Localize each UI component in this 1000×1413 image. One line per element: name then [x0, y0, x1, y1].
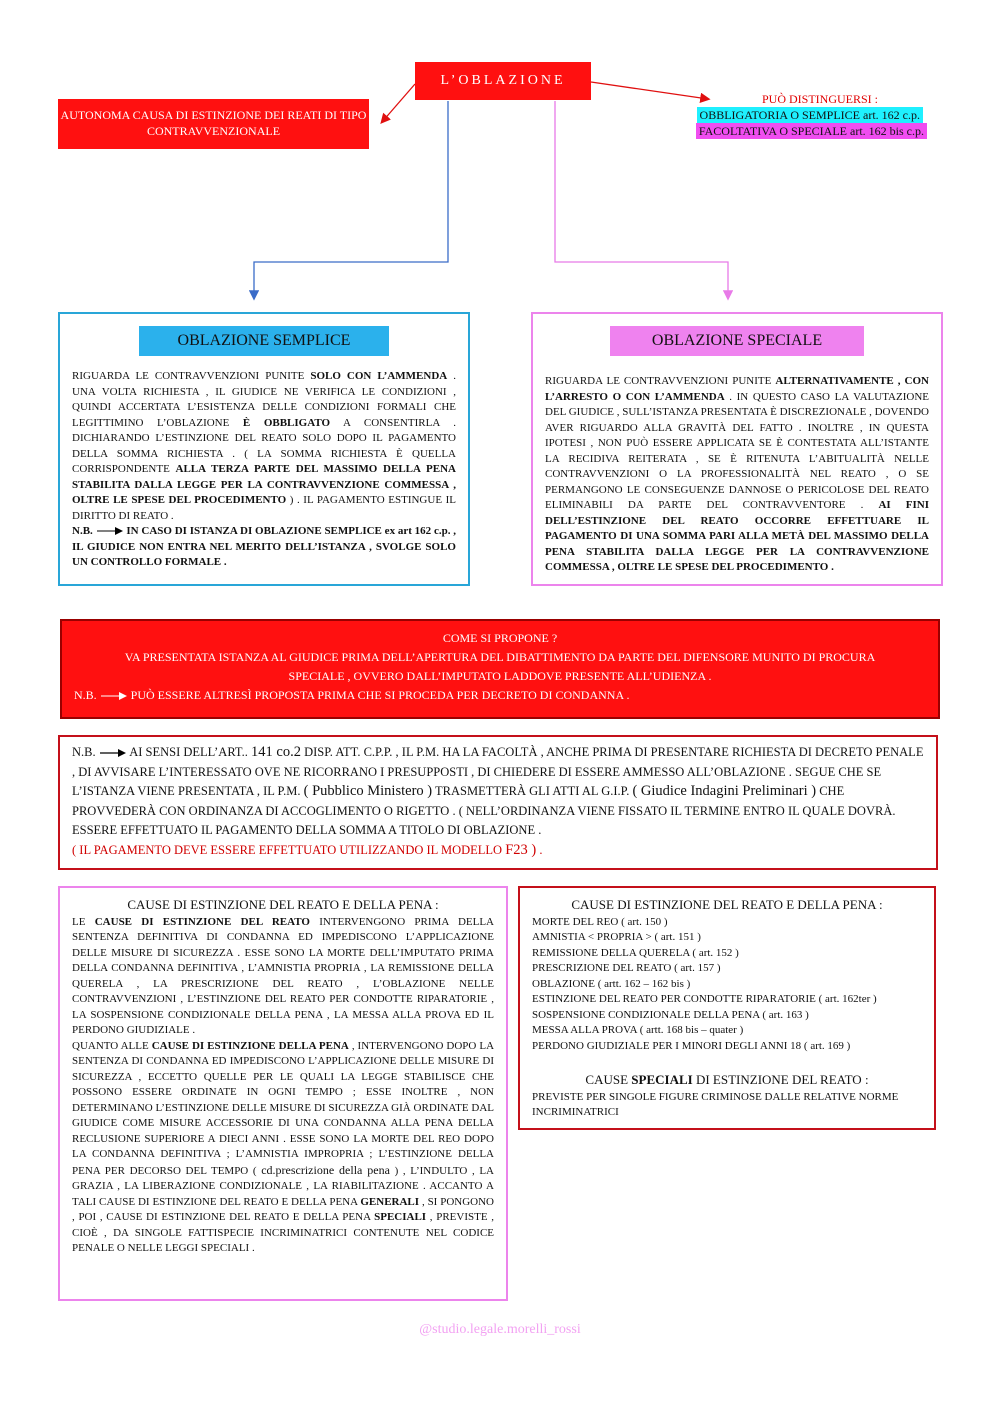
come-si-propone-box: [60, 619, 940, 719]
distinguish-block: [640, 92, 960, 139]
cause-list: [532, 915, 922, 1055]
oblazione-speciale-header: OBLAZIONE SPECIALE: [610, 326, 864, 356]
right-arrow-icon: [99, 748, 127, 758]
oblazione-speciale-text: RIGUARDA LE CONTRAVVENZIONI PUNITE ALTERNATIVAMENTE , CON L’ARRESTO O CON L’AMMENDA . IN QUESTO CASO LA VALUTAZIONE DEL GIUDICE , SULL’ISTANZA PRESENTATA È DISCREZIONALE , DOVENDO AVER RIGUARDO ALLA GRAVITÀ DEL FATTO . INOLTRE , IN QUESTA IPOTESI , NON PUÒ ESSERE APPLICATA SE È CONTESTATA ALL’ISTANTE LA RECIDIVA REITERATA , SE È RITENUTA L’ABITUALITÀ NELLE CONTRAVVENZIONI O LA PROFESSIONALITÀ NEL REATO , O SE PERMANGONO LE CONSEGUENZE DANNOSE O PERICOLOSE DEL REATO ELIMINABILI DA PARTE DEL CONTRAVVENTORE . AI FINI DELL’ESTINZIONE DEL REATO OCCORRE EFFETTUARE IL PAGAMENTO DI UNA SOMMA PARI ALLA METÀ DEL MASSIMO DELLA PENA STABILITA DALLA LEGGE PER LA CONTRAVVENZIONE COMMESSA , OLTRE LE SPESE DEL PROCEDIMENTO .: [545, 375, 929, 573]
list-item: SOSPENSIONE CONDIZIONALE DELLA PENA ( art. 163 ): [532, 1008, 809, 1021]
cause-speciali-title: CAUSE SPECIALI DI ESTINZIONE DEL REATO :: [585, 1072, 869, 1087]
list-item: OBLAZIONE ( artt. 162 – 162 bis ): [532, 977, 691, 990]
propone-question: COME SI PROPONE ?: [442, 631, 558, 645]
right-arrow-icon: [100, 691, 128, 701]
obbligatoria-tag: OBBLIGATORIA O SEMPLICE art. 162 c.p.: [697, 107, 923, 123]
diagram-title: L’OBLAZIONE: [415, 62, 591, 100]
cause-right-title: CAUSE DI ESTINZIONE DEL REATO E DELLA PENA :: [571, 897, 883, 912]
watermark: @studio.legale.morelli_rossi: [419, 1322, 581, 1337]
nb-label: N.B.: [72, 745, 96, 759]
autonoma-box: AUTONOMA CAUSA DI ESTINZIONE DEI REATI DI TIPO CONTRAVVENZIONALE: [58, 99, 369, 149]
cause-pena-paragraph: QUANTO ALLE CAUSE DI ESTINZIONE DELLA PENA , INTERVENGONO DOPO LA SENTENZA DI CONDANNA ED IMPEDISCONO L’APPLICAZIONE DELLE MISURE DI SICUREZZA , ECCETTO QUELLE PER LE QUALI LA LEGGE STABILISCE CHE POSSONO ESSERE ORDINATE IN OGNI TEMPO ; ESSE INOLTRE , NON DETERMINANO L’ESTINZIONE DELLE MISURE DI SICUREZZA GIÀ ORDINATE DAL GIUDICE COME MISURE ACCESSORIE DI UNA CONDANNA ALLA PENA DELLA RECLUSIONE SUPERIORE A DIECI ANNI . ESSE SONO LA MORTE DEL REO DOPO LA CONDANNA DEFINITIVA ; L’AMNISTIA IMPROPRIA ; L’ESTINZIONE DELLA PENA PER DECORSO DEL TEMPO ( cd.prescrizione della pena ) , L’INDULTO , LA GRAZIA , LA LIBERAZIONE CONDIZIONALE , LA RIABILITAZIONE . ACCANTO A TALI CAUSE DI ESTINZIONE DEL REATO E DELLA PENA GENERALI , SI PONGONO , POI , CAUSE DI ESTINZIONE DEL REATO E DELLA PENA SPECIALI , PREVISTE , CIOÈ , DA SINGOLE FATTISPECIE INCRIMINATRICI CONTENUTE NEL CODICE PENALE O NELLE LEGGI SPECIALI .: [72, 1039, 495, 1254]
list-item: REMISSIONE DELLA QUERELA ( art. 152 ): [532, 946, 739, 959]
distinguish-head: PUÒ DISTINGUERSI :: [761, 92, 878, 106]
oblazione-speciale-box: [531, 312, 943, 586]
oblazione-semplice-text: RIGUARDA LE CONTRAVVENZIONI PUNITE SOLO CON L’AMMENDA . UNA VOLTA RICHIESTA , IL GIUDICE NE VERIFICA LE CONDIZIONI , QUINDI ACCERTATA L’ESISTENZA DELLE CONDIZIONI FORMALI CHE LEGITTIMINO L’OBLAZIONE È OBBLIGATO A CONSENTIRLA . DICHIARANDO L’ESTINZIONE DEL REATO SOLO DOPO IL PAGAMENTO DELLA SOMMA RICHIESTA . ( LA SOMMA RICHIESTA È QUELLA CORRISPONDENTE ALLA TERZA PARTE DEL MASSIMO DELLA PENA STABILITA DALLA LEGGE PER LA CONTRAVVENZIONE COMMESSA , OLTRE LE SPESE DEL PROCEDIMENTO ) . IL PAGAMENTO ESTINGUE IL DIRITTO DI REATO .: [72, 370, 456, 522]
cause-reato-paragraph: LE CAUSE DI ESTINZIONE DEL REATO INTERVENGONO PRIMA DELLA SENTENZA DEFINITIVA DI CONDANNA ED IMPEDISCONO L’APPLICAZIONE DELLE MISURE DI SICUREZZA . ESSE SONO LA MORTE DELL’IMPUTATO PRIMA DELLA CONDANNA DEFINITIVA , L’AMNISTIA PROPRIA , LA REMISSIONE DELLA QUERELA , LA PRESCRIZIONE DEL REATO , L’OBLAZIONE NELLE CONTRAVVENZIONI , L’ESTINZIONE DEL REATO PER CONDOTTE RIPARATORIE , LA SOSPENSIONE CONDIZIONALE DELLA PENA , LA MESSA ALLA PROVA ED IL PERDONO GIUDIZIALE .: [72, 915, 494, 1036]
list-item: ESTINZIONE DEL REATO PER CONDOTTE RIPARATORIE ( art. 162ter ): [532, 993, 877, 1005]
oblazione-semplice-nb: N.B. IN CASO DI ISTANZA DI OBLAZIONE SEMPLICE ex art 162 c.p. , IL GIUDICE NON ENTRA NEL MERITO DELL’ISTANZA , SVOLGE SOLO UN CONTROLLO FORMALE .: [72, 525, 457, 568]
list-item: MORTE DEL REO ( art. 150 ): [532, 915, 668, 928]
list-item: PERDONO GIUDIZIALE PER I MINORI DEGLI ANNI 18 ( art. 169 ): [532, 1039, 851, 1052]
cause-estinzione-right-box: [518, 886, 936, 1130]
arrow-to-autonoma: [382, 84, 415, 122]
cause-left-title: CAUSE DI ESTINZIONE DEL REATO E DELLA PENA :: [127, 897, 439, 912]
facoltativa-tag: FACOLTATIVA O SPECIALE art. 162 bis c.p.: [696, 123, 927, 139]
list-item: PRESCRIZIONE DEL REATO ( art. 157 ): [532, 962, 721, 974]
cause-speciali-text: PREVISTE PER SINGOLE FIGURE CRIMINOSE DALLE RELATIVE NORME INCRIMINATRICI: [532, 1090, 899, 1118]
list-item: MESSA ALLA PROVA ( artt. 168 bis – quater ): [532, 1024, 744, 1036]
oblazione-semplice-box: [58, 312, 470, 586]
right-arrow-icon: [96, 526, 124, 536]
nb-decreto-penale-box: N.B. AI SENSI DELL’ART.. 141 co.2 DISP. ATT. C.P.P. , IL P.M. HA LA FACOLTÀ , ANCHE PRIMA DI PRESENTARE RICHIESTA DI DECRETO PENALE , DI AVVISARE L’INTERESSATO OVE NE RICORRANO I PRESUPPOSTI , DI CHIEDERE DI ESSERE AMMESSO ALL’OBLAZIONE . SEGUE CHE SE L’ISTANZA VIENE PRESENTATA , IL P.M. ( Pubblico Ministero ) TRASMETTERÀ GLI ATTI AL G.I.P. ( Giudice Indagini Preliminari ) CHE PROVVEDERÀ CON ORDINANZA DI ACCOGLIMENTO O RIGETTO . ( NELL’ORDINANZA VIENE FISSATO IL TERMINE ENTRO IL QUALE DOVRÀ. ESSERE EFFETTUATO IL PAGAMENTO DELLA SOMMA A TITOLO DI OBLAZIONE . ( IL PAGAMENTO DEVE ESSERE EFFETTUATO UTILIZZANDO IL MODELLO F23 ) .: [58, 735, 938, 870]
oblazione-semplice-header: OBLAZIONE SEMPLICE: [139, 326, 389, 356]
f23-note: ( IL PAGAMENTO DEVE ESSERE EFFETTUATO UTILIZZANDO IL MODELLO F23 ) .: [72, 841, 543, 858]
cause-estinzione-left-box: [58, 886, 508, 1301]
propone-answer: VA PRESENTATA ISTANZA AL GIUDICE PRIMA DELL’APERTURA DEL DIBATTIMENTO DA PARTE DEL DIFENSORE MUNITO DI PROCURA SPECIALE , OVVERO DALL’IMPUTATO LADDOVE PRESENTE ALL’UDIENZA .: [124, 650, 876, 683]
list-item: AMNISTIA < PROPRIA > ( art. 151 ): [532, 931, 701, 943]
propone-nb: N.B. PUÒ ESSERE ALTRESÌ PROPOSTA PRIMA CHE SI PROCEDA PER DECRETO DI CONDANNA .: [74, 688, 630, 702]
